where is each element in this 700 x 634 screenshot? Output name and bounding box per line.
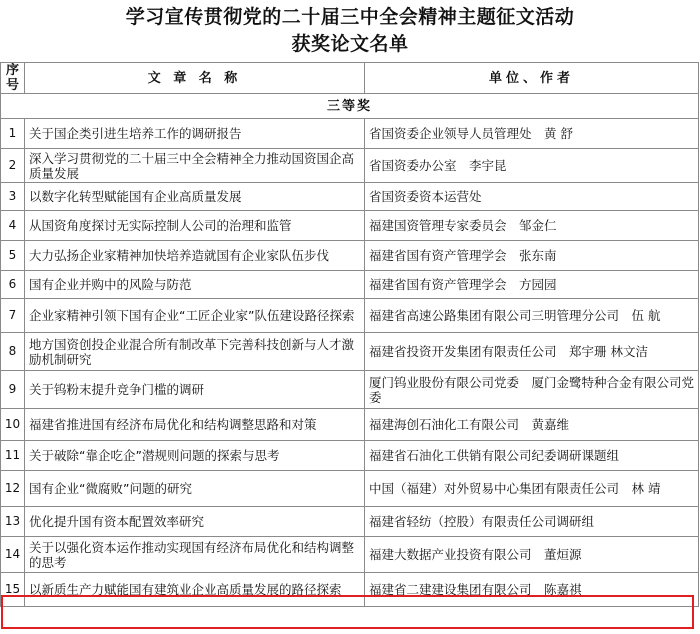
author-unit: 省国资委资本运营处: [365, 183, 699, 211]
row-number: 7: [1, 299, 25, 333]
author-unit: 厦门钨业股份有限公司党委 厦门金鹭特种合金有限公司党委: [365, 371, 699, 409]
row-number: 10: [1, 409, 25, 441]
table-row: [1, 183, 699, 211]
table-row: [1, 507, 699, 537]
article-title: 优化提升国有资本配置效率研究: [25, 507, 365, 537]
author-unit: 福建省投资开发集团有限责任公司 郑宇珊 林文洁: [365, 333, 699, 371]
row-number: 13: [1, 507, 25, 537]
author-unit: 省国资委办公室 李宇昆: [365, 149, 699, 183]
author-unit: 福建省国有资产管理学会 张东南: [365, 241, 699, 271]
header-article: 文 章 名 称: [25, 63, 365, 94]
row-number: 3: [1, 183, 25, 211]
article-title: 从国资角度探讨无实际控制人公司的治理和监管: [25, 211, 365, 241]
row-number: 4: [1, 211, 25, 241]
table-row: [1, 211, 699, 241]
author-unit: 福建省二建建设集团有限公司 陈嘉祺: [365, 573, 699, 607]
table-row: [1, 441, 699, 471]
article-title: 以新质生产力赋能国有建筑业企业高质量发展的路径探索: [25, 573, 365, 607]
article-title: 大力弘扬企业家精神加快培养造就国有企业家队伍步伐: [25, 241, 365, 271]
document-subtitle: 获奖论文名单: [291, 33, 409, 55]
row-number: 14: [1, 537, 25, 573]
article-title: 国有企业并购中的风险与防范: [25, 271, 365, 299]
author-unit: 福建省轻纺（控股）有限责任公司调研组: [365, 507, 699, 537]
author-unit: 省国资委企业领导人员管理处 黄 舒: [365, 119, 699, 149]
row-number: 2: [1, 149, 25, 183]
author-unit: 福建海创石油化工有限公司 黄嘉维: [365, 409, 699, 441]
author-unit: 福建大数据产业投资有限公司 董烜源: [365, 537, 699, 573]
table-row: [1, 299, 699, 333]
article-title: 福建省推进国有经济布局优化和结构调整思路和对策: [25, 409, 365, 441]
table-row: [1, 573, 699, 607]
section-row: [1, 94, 699, 119]
author-unit: 福建国资管理专家委员会 邹金仁: [365, 211, 699, 241]
table-row: [1, 471, 699, 507]
article-title: 关于国企类引进生培养工作的调研报告: [25, 119, 365, 149]
table-header-row: [1, 63, 699, 94]
article-title: 以数字化转型赋能国有企业高质量发展: [25, 183, 365, 211]
article-title: 地方国资创投企业混合所有制改革下完善科技创新与人才激励机制研究: [25, 333, 365, 371]
article-title: 关于钨粉末提升竞争门槛的调研: [25, 371, 365, 409]
section-label: 三等奖: [1, 94, 699, 119]
table-row: [1, 409, 699, 441]
header-seq: 序号: [1, 63, 25, 94]
row-number: 8: [1, 333, 25, 371]
article-title: 关于以强化资本运作推动实现国有经济布局优化和结构调整的思考: [25, 537, 365, 573]
title-block: [0, 0, 700, 62]
award-table: [0, 62, 699, 607]
row-number: 15: [1, 573, 25, 607]
author-unit: 中国（福建）对外贸易中心集团有限责任公司 林 靖: [365, 471, 699, 507]
row-number: 1: [1, 119, 25, 149]
document-title: 学习宣传贯彻党的二十届三中全会精神主题征文活动: [125, 6, 575, 28]
article-title: 企业家精神引领下国有企业“工匠企业家”队伍建设路径探索: [25, 299, 365, 333]
table-row: [1, 537, 699, 573]
article-title: 关于破除“靠企吃企”潜规则问题的探索与思考: [25, 441, 365, 471]
table-row: [1, 333, 699, 371]
table-row: [1, 371, 699, 409]
table-row: [1, 149, 699, 183]
article-title: 国有企业“微腐败”问题的研究: [25, 471, 365, 507]
row-number: 11: [1, 441, 25, 471]
table-row: [1, 271, 699, 299]
author-unit: 福建省国有资产管理学会 方园园: [365, 271, 699, 299]
header-author: 单位、作者: [365, 63, 699, 94]
author-unit: 福建省石油化工供销有限公司纪委调研课题组: [365, 441, 699, 471]
table-row: [1, 241, 699, 271]
table-row: [1, 119, 699, 149]
article-title: 深入学习贯彻党的二十届三中全会精神全力推动国资国企高质量发展: [25, 149, 365, 183]
row-number: 6: [1, 271, 25, 299]
row-number: 12: [1, 471, 25, 507]
row-number: 5: [1, 241, 25, 271]
row-number: 9: [1, 371, 25, 409]
author-unit: 福建省高速公路集团有限公司三明管理分公司 伍 航: [365, 299, 699, 333]
